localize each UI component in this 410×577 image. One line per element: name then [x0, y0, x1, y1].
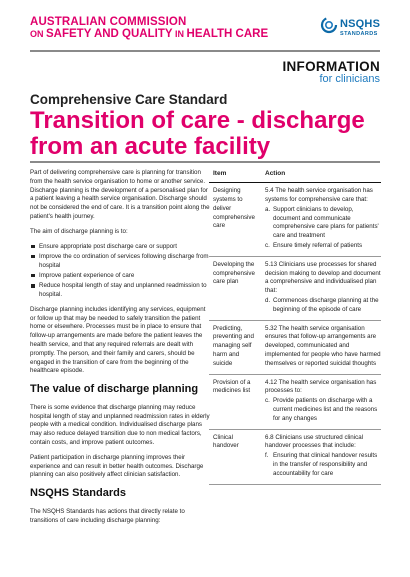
row-item: Predicting, preventing and managing self harm and suicide [213, 324, 254, 367]
list-item: Improve patient experience of care [30, 272, 210, 281]
aims-lead: The aim of discharge planning is to: [30, 227, 128, 235]
logo-end: HEALTH CARE [186, 28, 269, 41]
bullet-icon [31, 284, 35, 288]
list-item: Reduce hospital length of stay and unplanned readmission to hospital. [30, 282, 210, 300]
logo-in: IN [172, 29, 187, 40]
table-row [209, 321, 381, 375]
bullet-icon [31, 255, 35, 259]
nsqhs-sub: STANDARDS [340, 31, 378, 37]
sub-action: c. Ensure timely referral of patients [265, 242, 363, 249]
table-header [209, 166, 381, 183]
row-item: Clinical handover [213, 433, 239, 450]
nsqhs-swirl-icon [320, 16, 340, 36]
sub-action: f. Ensuring that clinical handover results in the transfer of responsibility and accountability for care [265, 452, 378, 477]
standard-name: Comprehensive Care Standard [30, 92, 228, 107]
table-row [209, 257, 381, 321]
nsqhs-name: NSQHS [340, 18, 381, 30]
nsqhs-heading: NSQHS Standards [30, 487, 126, 500]
info-title: INFORMATION [282, 59, 380, 74]
list-item: Ensure appropriate post discharge care or support [30, 243, 210, 252]
logo-line-2 [30, 28, 268, 40]
table-row [209, 375, 381, 430]
row-action: 5.13 Clinicians use processes for shared decision making to develop and document a comprehensive and individualised plan that: d. Commences discharge planning at the beginning of the episode of care [265, 260, 381, 313]
bullet-icon [31, 274, 35, 278]
list-item: Improve the co ordination of services following discharge from hospital [30, 253, 210, 271]
table-row [209, 430, 381, 485]
actions-table [209, 166, 381, 485]
value-heading: The value of discharge planning [30, 383, 199, 396]
commission-logo [30, 16, 268, 40]
table-row [209, 183, 381, 257]
sub-action: a. Support clinicians to develop, document and communicate comprehensive care plans for patients' care and treatment [265, 205, 379, 240]
body-column [30, 169, 210, 531]
row-action: 6.8 Clinicians use structured clinical handover processes that include: f. Ensuring that clinical handover results in the transfer of responsibility and accountability for care [261, 434, 381, 479]
bullet-icon [31, 245, 35, 249]
intro-paragraph: Part of delivering comprehensive care is planning for transition from the health service organisation to home or another service. Discharge planning is the development of a personalised plan for a patient leaving a health service organisation. Discharge should not be considered the end of care. It is a transition point along the patient's health journey. [30, 169, 210, 220]
logo-line-1: AUSTRALIAN COMMISSION [30, 16, 187, 28]
aims-list [30, 243, 210, 300]
title-divider [30, 161, 380, 163]
row-action: 4.12 The health service organisation has processes to: c. Provide patients on discharge with a current medicines list and the reasons for any changes [261, 379, 381, 424]
header-action: Action [265, 170, 286, 177]
info-label [282, 60, 380, 86]
evidence-paragraph: There is some evidence that discharge planning may reduce hospital length of stay and unplanned readmission rates in elderly people with a medical condition. Individualised discharge plans may also reduce delayed transition due to non medical factors, contain costs, and improve patient outcomes. [30, 403, 210, 447]
header-divider [30, 50, 380, 52]
logo-on: ON [30, 29, 47, 40]
page-title [30, 108, 380, 161]
row-item: Designing systems to deliver comprehensive care [213, 187, 255, 230]
sub-action: c. Provide patients on discharge with a current medicines list and the reasons for any changes [265, 397, 378, 422]
nsqhs-paragraph: The NSQHS Standards has actions that directly relate to transitions of care including discharge planning: [30, 507, 185, 524]
header-item: Item [213, 170, 227, 177]
row-action: 5.4 The health service organisation has systems for comprehensive care that: a. Support clinicians to develop, document and communicate comprehensive care plans for patients' care and treatment c. Ensure timely referral of patients [261, 187, 381, 251]
title-line-2: from an acute facility [30, 133, 271, 161]
sub-action: d. Commences discharge planning at the beginning of the episode of care [265, 296, 379, 313]
info-subtitle: for clinicians [319, 73, 380, 86]
row-item: Developing the comprehensive care plan [213, 260, 255, 286]
logo-mid: SAFETY AND QUALITY [46, 28, 173, 41]
participation-paragraph: Patient participation in discharge planning improves their experience and can result in better health outcomes. Discharge planning can also positively affect clinician satisfaction. [30, 453, 204, 479]
nsqhs-logo [320, 16, 380, 46]
row-item: Provision of a medicines list [213, 378, 251, 395]
services-paragraph: Discharge planning includes identifying any services, equipment or follow up that may be needed to safely transition the patient home or elsewhere. Processes must be in place to ensure that follow-up arrangements are made before the patient leaves the health service, and that any required referrals are dealt with promptly. The person, and their family and carers, should be engaged in the transition of care from the beginning of the healthcare episode. [30, 305, 206, 375]
row-action: 5.32 The health service organisation ensures that follow-up arrangements are developed, communicated and implemented for people who have harmed themselves or reported suicidal thoughts [265, 324, 381, 367]
title-line-1: Transition of care - discharge [30, 107, 365, 134]
